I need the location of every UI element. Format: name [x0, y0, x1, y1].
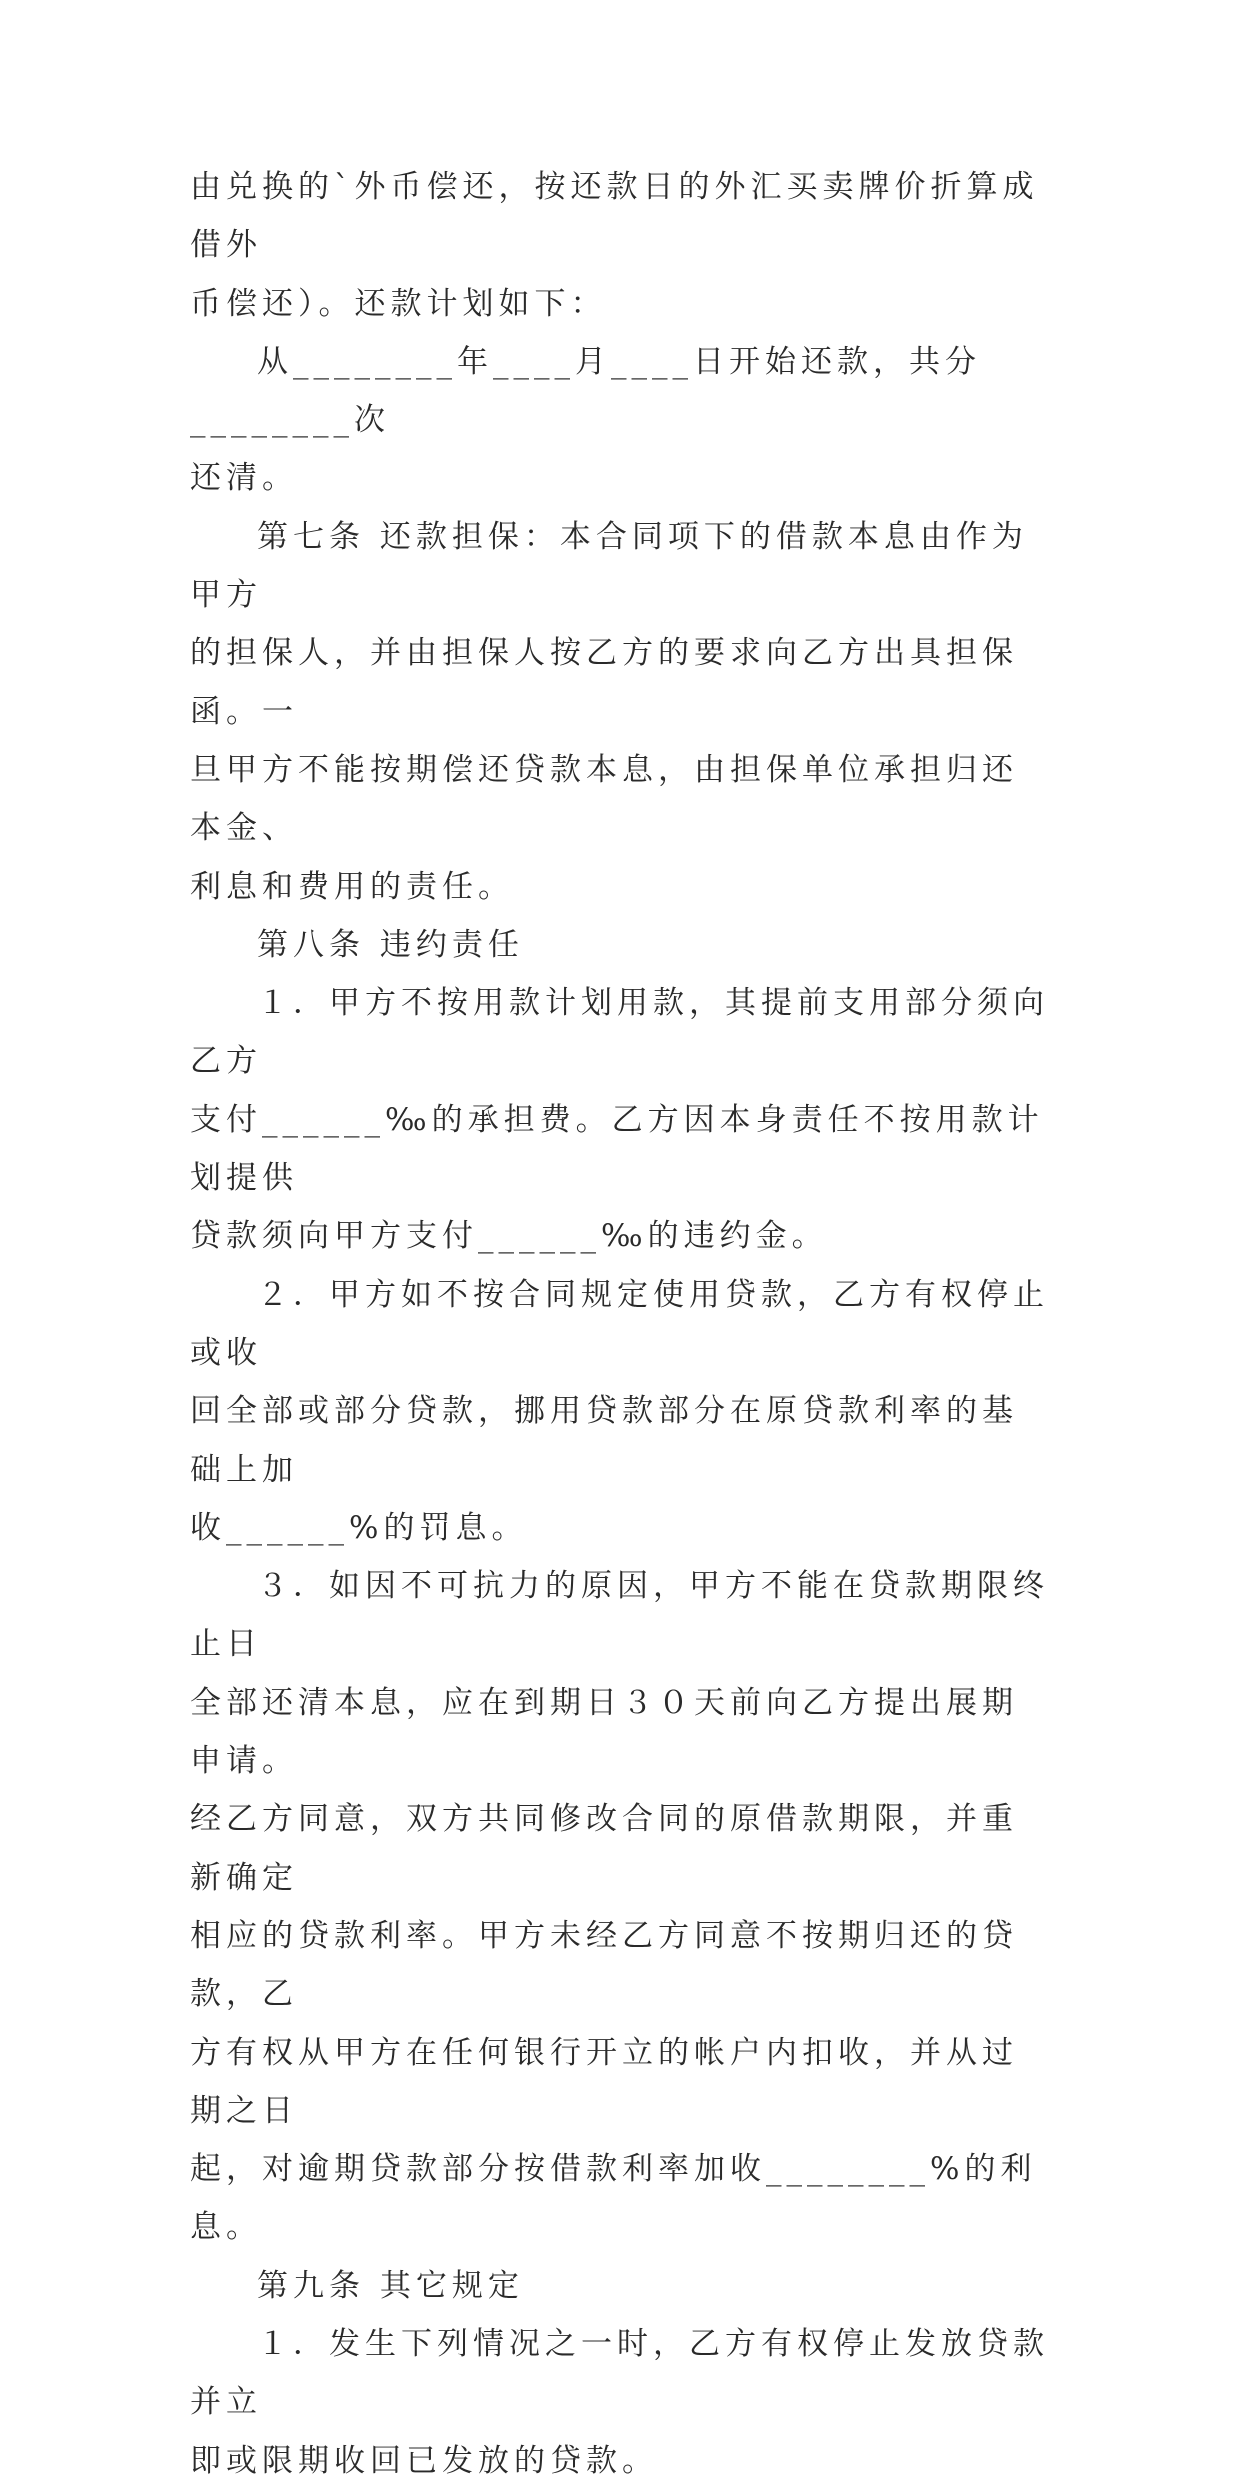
text-line: ２．甲方如不按合同规定使用贷款，乙方有权停止或收 [190, 1276, 1049, 1371]
text-line: 的担保人，并由担保人按乙方的要求向乙方出具担保函。一 [190, 635, 1018, 730]
text-line: 收______%的罚息。 [190, 1509, 528, 1546]
text-line: 起，对逾期贷款部分按借款利率加收________%的利息。 [190, 2151, 1037, 2246]
text-line: ３．如因不可抗力的原因，甲方不能在贷款期限终止日 [190, 1568, 1049, 1663]
document-body [190, 158, 1050, 2490]
text-line: 从________年____月____日开始还款，共分________次 [190, 343, 981, 439]
text-line: 贷款须向甲方支付______‰的违约金。 [190, 1218, 828, 1255]
text-line: 方有权从甲方在任何银行开立的帐户内扣收，并从过期之日 [190, 2034, 1018, 2129]
text-line: １．甲方不按用款计划用款，其提前支用部分须向乙方 [190, 985, 1049, 1080]
section-heading: 第八条 违约责任 [257, 926, 524, 963]
text-line: 还清。 [190, 460, 298, 497]
text-line: 即或限期收回已发放的贷款。 [190, 2442, 658, 2479]
text-line: 旦甲方不能按期偿还贷款本息，由担保单位承担归还本金、 [190, 751, 1018, 847]
text-line: 第七条 还款担保：本合同项下的借款本息由作为甲方 [190, 518, 1028, 614]
text-line: 相应的贷款利率。甲方未经乙方同意不按期归还的贷款，乙 [190, 1917, 1018, 2013]
text-line: 经乙方同意，双方共同修改合同的原借款期限，并重新确定 [190, 1801, 1018, 1896]
text-line: 支付______‰的承担费。乙方因本身责任不按用款计划提供 [190, 1101, 1044, 1197]
text-line: １．发生下列情况之一时，乙方有权停止发放贷款并立 [190, 2325, 1049, 2421]
section-heading: 第九条 其它规定 [257, 2267, 524, 2304]
text-line: 币偿还）。还款计划如下： [190, 285, 607, 322]
text-line: 利息和费用的责任。 [190, 868, 514, 905]
text-line: 由兑换的`外币偿还，按还款日的外汇买卖牌价折算成借外 [190, 169, 1039, 264]
text-line: 回全部或部分贷款，挪用贷款部分在原贷款利率的基础上加 [190, 1393, 1018, 1488]
text-line: 全部还清本息，应在到期日３０天前向乙方提出展期申请。 [190, 1684, 1018, 1780]
